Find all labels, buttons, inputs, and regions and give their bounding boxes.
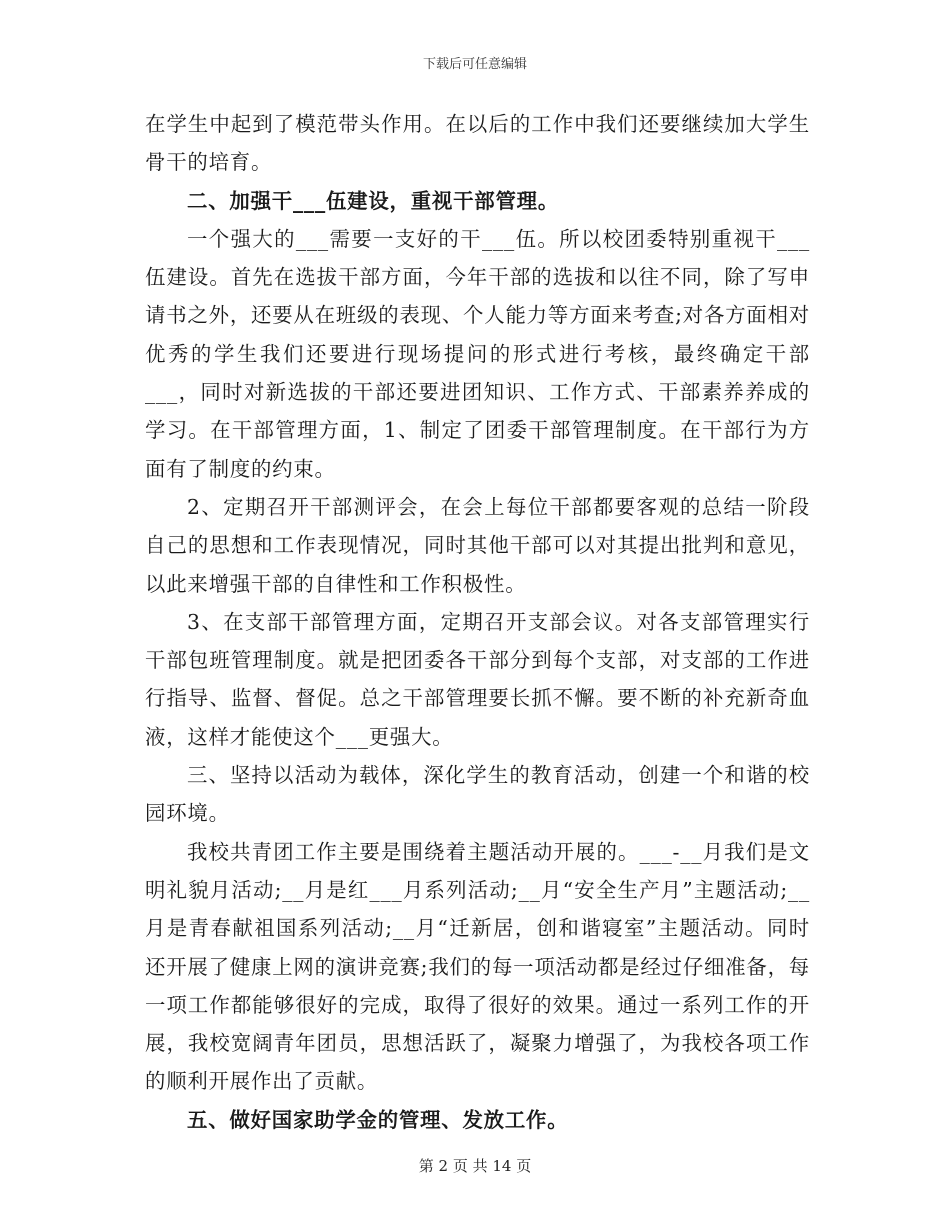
paragraph-activities: 我校共青团工作主要是围绕着主题活动开展的。___-__月我们是文明礼貌月活动;__月是红___月系列活动;__月“安全生产月”主题活动;__月是青春献祖国系列活动;__月“迁新居，创和谐寝室”主题活动。同时还开展了健康上网的演讲竞赛;我们的每一项活动都是经过仔细准备，每一项工作都能够很好的完成，取得了很好的效果。通过一系列工作的开展，我校宽阔青年团员，思想活跃了，凝聚力增强了，为我校各项工作的顺利开展作出了贡献。	[145, 839, 810, 1094]
section-heading-five: 五、做好国家助学金的管理、发放工作。	[187, 1107, 569, 1132]
paragraph-evaluation-meeting: 2、定期召开干部测评会，在会上每位干部都要客观的总结一阶段自己的思想和工作表现情况，同时其他干部可以对其提出批判和意见，以此来增强干部的自律性和工作积极性。	[145, 494, 810, 596]
section-heading-two: 二、加强干___伍建设，重视干部管理。	[187, 188, 560, 213]
page-header: 下载后可任意编辑	[422, 57, 527, 72]
document-body	[145, 105, 810, 1139]
section-heading-three: 三、坚持以活动为载体，深化学生的教育活动，创建一个和谐的校园环境。	[145, 763, 810, 826]
paragraph-team-building: 一个强大的___需要一支好的干___伍。所以校团委特别重视干___伍建设。首先在选拔干部方面，今年干部的选拔和以往不同，除了写申请书之外，还要从在班级的表现、个人能力等方面来考查;对各方面相对优秀的学生我们还要进行现场提问的形式进行考核，最终确定干部___，同时对新选拔的干部还要进团知识、工作方式、干部素养养成的学习。在干部管理方面，1、制定了团委干部管理制度。在干部行为方面有了制度的约束。	[145, 226, 810, 481]
paragraph-branch-management: 3、在支部干部管理方面，定期召开支部会议。对各支部管理实行干部包班管理制度。就是把团委各干部分到每个支部，对支部的工作进行指导、监督、督促。总之干部管理要长抓不懈。要不断的补充新奇血液，这样才能使这个___更强大。	[145, 609, 810, 749]
paragraph-continuation: 在学生中起到了模范带头作用。在以后的工作中我们还要继续加大学生骨干的培育。	[145, 112, 810, 175]
page-number-footer: 第 2 页 共 14 页	[418, 1157, 532, 1175]
